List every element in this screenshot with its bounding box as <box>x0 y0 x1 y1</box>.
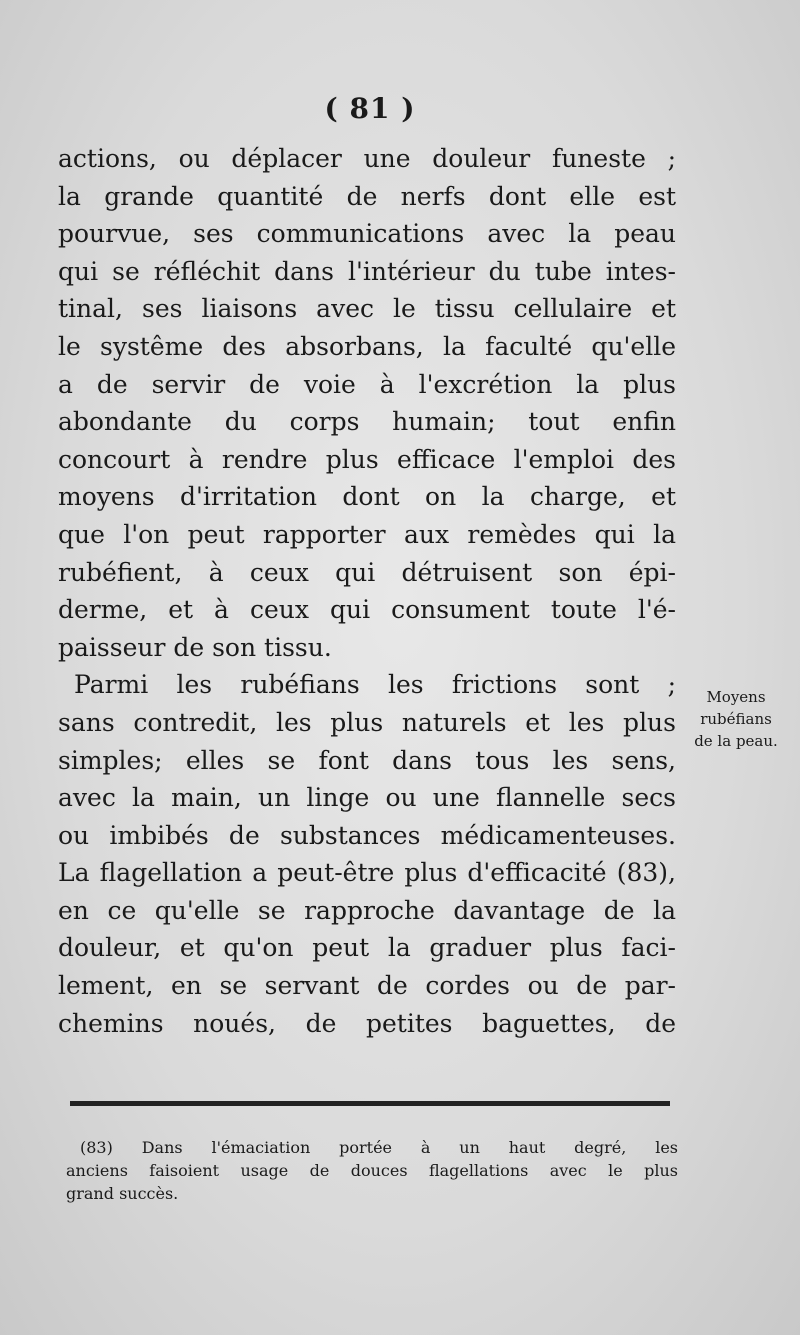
footnote-line: grand succès. <box>66 1184 179 1203</box>
text-line: que l'on peut rapporter aux remèdes qui la <box>58 519 676 549</box>
text-line: rubéfient, à ceux qui détruisent son épi- <box>58 557 676 587</box>
margin-note <box>680 686 792 752</box>
margin-note-line: Moyens <box>706 688 766 706</box>
text-line: avec la main, un linge ou une flannelle secs <box>58 783 676 813</box>
text-line: abondante du corps humain; tout enfin <box>58 407 676 437</box>
margin-note-line: rubéfians <box>700 710 772 728</box>
text-line: en ce qu'elle se rapproche davantage de la <box>58 895 676 925</box>
text-line: qui se réfléchit dans l'intérieur du tube intes- <box>58 256 676 286</box>
text-line: tinal, ses liaisons avec le tissu cellulaire et <box>58 294 676 324</box>
text-line: simples; elles se font dans tous les sens, <box>58 745 676 775</box>
text-line: la grande quantité de nerfs dont elle est <box>58 181 676 211</box>
text-line: lement, en se servant de cordes ou de par- <box>58 971 676 1001</box>
footnote <box>66 1136 678 1205</box>
text-line: pourvue, ses communications avec la peau <box>58 219 676 249</box>
text-line: actions, ou déplacer une douleur funeste ; <box>58 144 676 173</box>
footnote-line: (83) Dans l'émaciation portée à un haut degré, les <box>80 1138 678 1157</box>
margin-note-line: de la peau. <box>694 732 778 750</box>
text-line: moyens d'irritation dont on la charge, et <box>58 482 676 512</box>
footnote-divider <box>70 1101 670 1106</box>
text-line: derme, et à ceux qui consument toute l'é- <box>58 595 676 625</box>
text-line: chemins noués, de petites baguettes, de <box>58 1008 676 1038</box>
text-line: La flagellation a peut-être plus d'efficacité (83), <box>58 858 676 888</box>
text-line: a de servir de voie à l'excrétion la plus <box>58 369 676 399</box>
text-line: le systême des absorbans, la faculté qu'elle <box>58 331 676 361</box>
text-line: sans contredit, les plus naturels et les plus <box>58 707 676 737</box>
page-number: ( 81 ) <box>324 92 416 125</box>
paragraph-start-line: Parmi les rubéfians les frictions sont ; <box>74 670 676 700</box>
text-line: ou imbibés de substances médicamenteuses. <box>58 820 676 850</box>
main-text <box>58 140 676 1042</box>
text-line: concourt à rendre plus efficace l'emploi des <box>58 444 676 474</box>
paragraph-end-line: paisseur de son tissu. <box>58 632 332 662</box>
footnote-line: anciens faisoient usage de douces flagellations avec le plus <box>66 1161 678 1180</box>
text-line: douleur, et qu'on peut la graduer plus faci- <box>58 933 676 963</box>
